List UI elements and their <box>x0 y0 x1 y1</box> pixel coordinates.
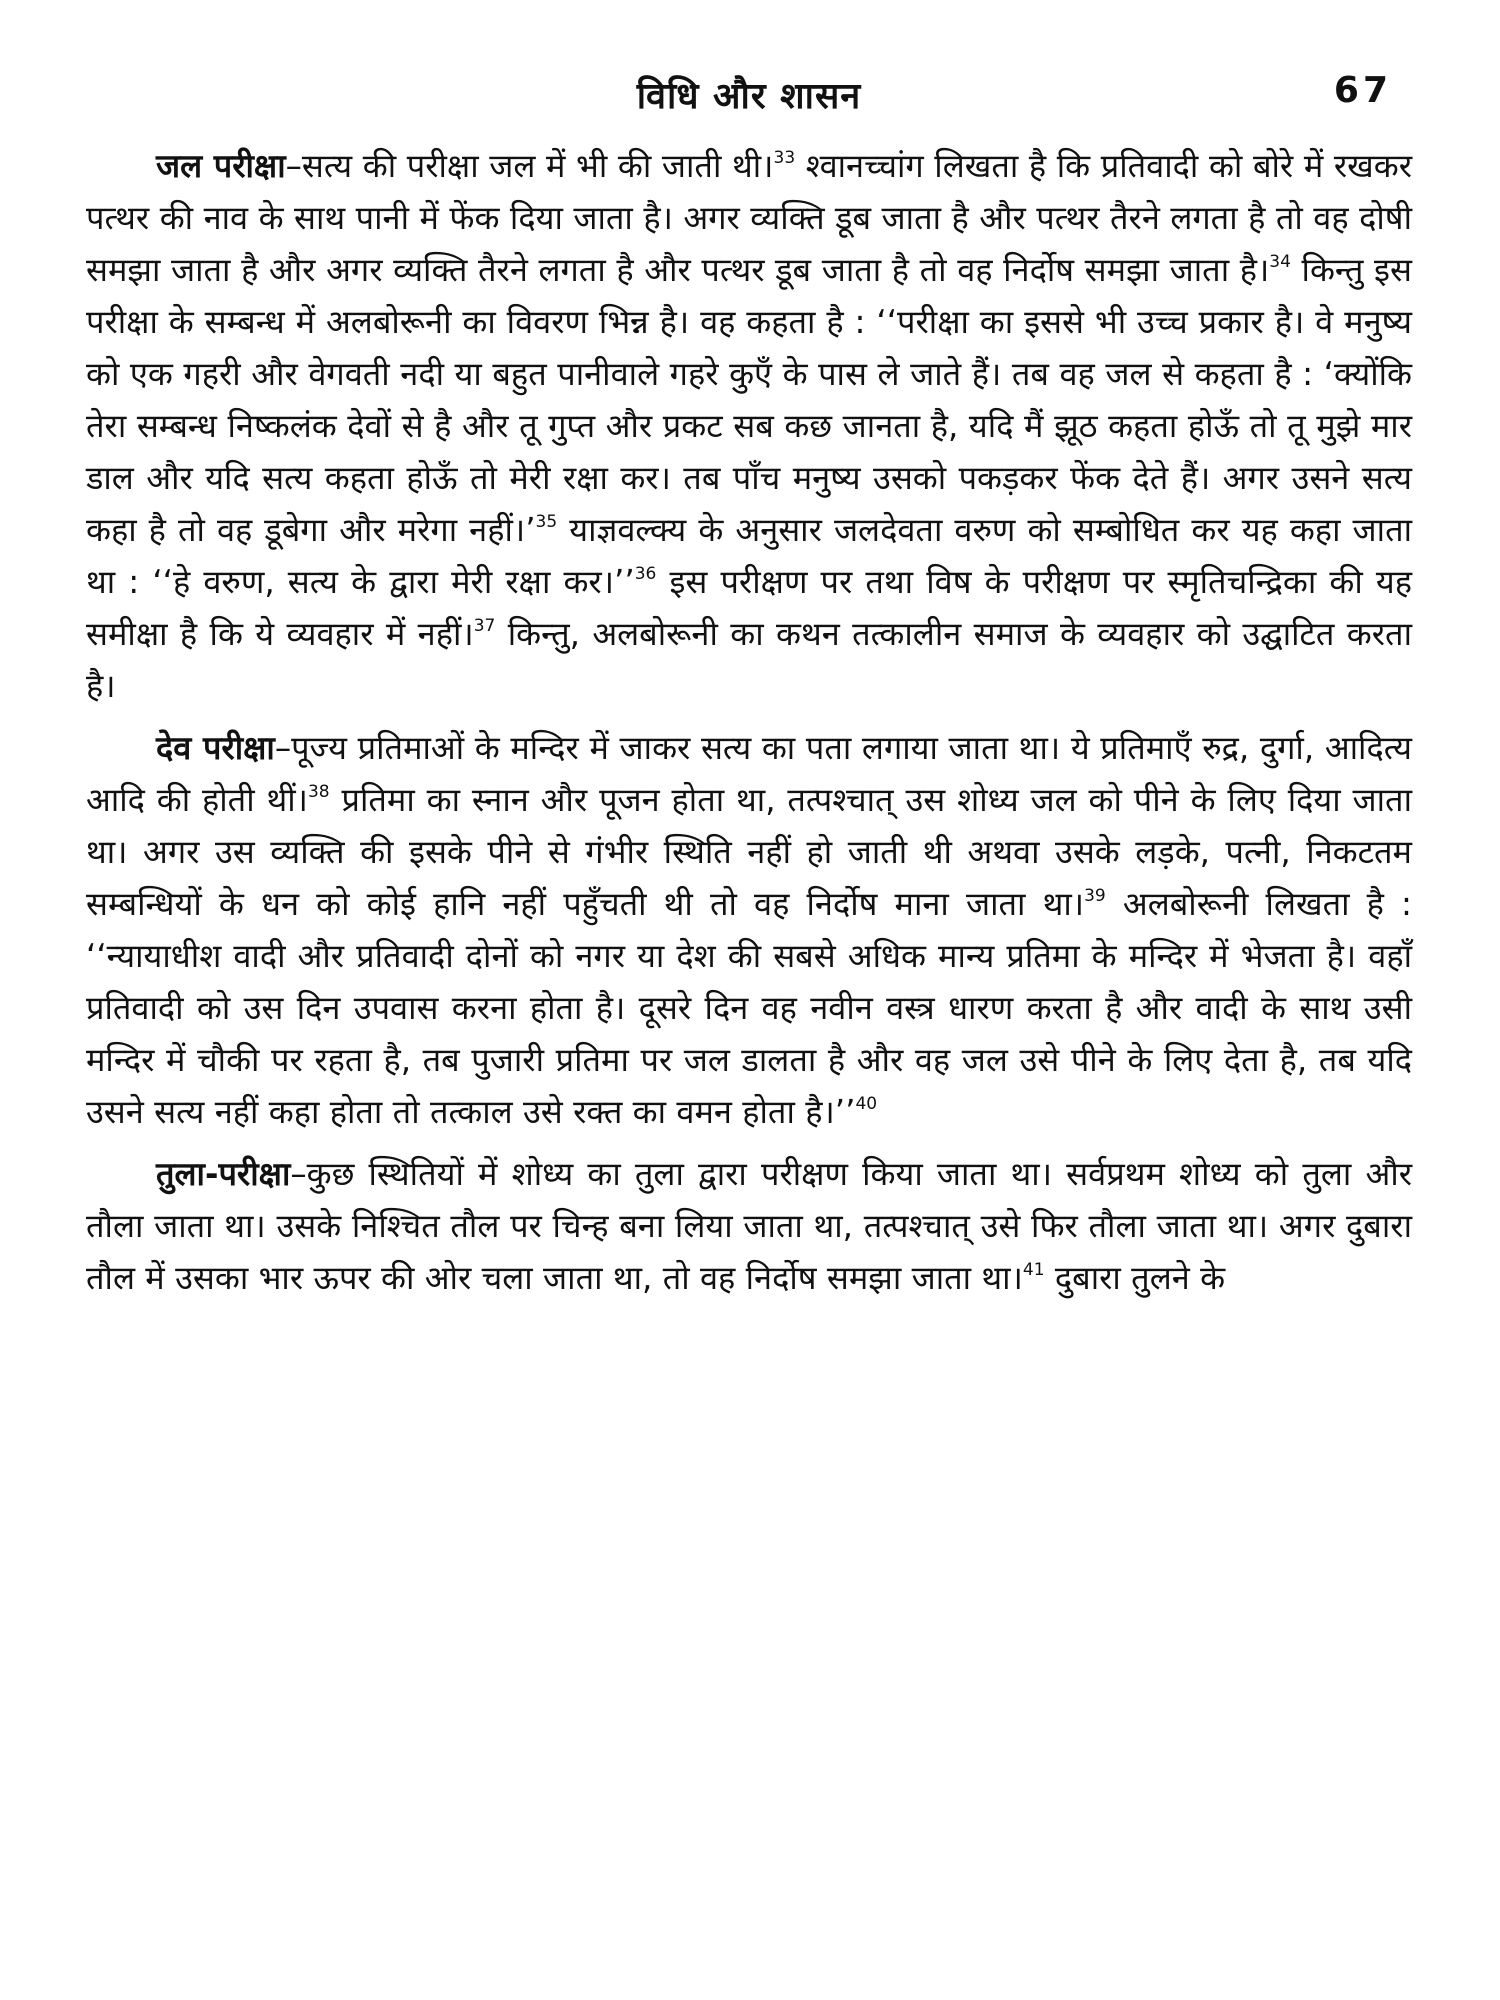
footnote-ref: 35 <box>535 512 558 532</box>
body-text: श्वानच्चांग लिखता है कि प्रतिवादी को बोरे में रखकर पत्थर की नाव के साथ पानी में फेंक दिया जाता है। अगर व्यक्ति डूब जाता है और पत्थर तैरने लगता है तो वह दोषी समझा जाता है और अगर व्यक्ति तैरने लगता है और पत्थर डूब जाता है तो वह निर्दोष समझा जाता है। <box>86 147 1412 289</box>
body-text: दुबारा तुलने के <box>1044 1259 1226 1297</box>
footnote-ref: 39 <box>1084 886 1106 906</box>
body-text: –सत्य की परीक्षा जल में भी की जाती थी। <box>285 147 774 185</box>
footnote-ref: 34 <box>1269 252 1291 272</box>
footnote-ref: 36 <box>634 564 657 584</box>
footnote-ref: 33 <box>773 148 796 168</box>
paragraph-tula-pariksha <box>86 1148 1412 1304</box>
section-heading: तुला-परीक्षा <box>156 1155 291 1193</box>
running-header <box>86 70 1412 140</box>
chapter-title: विधि और शासन <box>636 76 862 117</box>
section-heading: जल परीक्षा <box>156 147 286 185</box>
body-text: अलबोरूनी लिखता है : ‘‘न्यायाधीश वादी और प्रतिवादी दोनों को नगर या देश की सबसे अधिक मान्य प्रतिमा के मन्दिर में भेजता है। वहाँ प्रतिवादी को उस दिन उपवास करना होता है। दूसरे दिन वह नवीन वस्त्र धारण करता है और वादी के साथ उसी मन्दिर में चौकी पर रहता है, तब पुजारी प्रतिमा पर जल डालता है और वह जल उसे पीने के लिए देता है, तब यदि उसने सत्य नहीं कहा होता तो तत्काल उसे रक्त का वमन होता है।’’ <box>86 885 1413 1131</box>
body-text: किन्तु, अलबोरूनी का कथन तत्कालीन समाज के व्यवहार को उद्घाटित करता है। <box>86 615 1412 705</box>
footnote-ref: 41 <box>1022 1260 1045 1280</box>
body-text: याज्ञवल्क्य के अनुसार जलदेवता वरुण को सम्बोधित कर यह कहा जाता था : ‘‘हे वरुण, सत्य के द्वारा मेरी रक्षा कर।’’ <box>86 511 1413 601</box>
paragraph-dev-pariksha <box>86 722 1412 1138</box>
footnote-ref: 40 <box>855 1094 878 1114</box>
body-text: इस परीक्षण पर तथा विष के परीक्षण पर स्मृतिचन्द्रिका की यह समीक्षा है कि ये व्यवहार में नहीं। <box>86 563 1412 653</box>
section-heading: देव परीक्षा <box>156 729 275 767</box>
body-text: –कुछ स्थितियों में शोध्य का तुला द्वारा परीक्षण किया जाता था। सर्वप्रथम शोध्य को तुला और तौला जाता था। उसके निश्चित तौल पर चिन्ह बना लिया जाता था, तत्पश्चात् उसे फिर तौला जाता था। अगर दुबारा तौल में उसका भार ऊपर की ओर चला जाता था, तो वह निर्दोष समझा जाता था। <box>86 1155 1412 1297</box>
body-text: किन्तु इस परीक्षा के सम्बन्ध में अलबोरूनी का विवरण भिन्न है। वह कहता है : ‘‘परीक्षा का इससे भी उच्च प्रकार है। वे मनुष्य को एक गहरी और वेगवती नदी या बहुत पानीवाले गहरे कुएँ के पास ले जाते हैं। तब वह जल से कहता है : ‘क्योंकि तेरा सम्बन्ध निष्कलंक देवों से है और तू गुप्त और प्रकट सब कछ जानता है, यदि मैं झूठ कहता होऊँ तो तू मुझे मार डाल और यदि सत्य कहता होऊँ तो मेरी रक्षा कर। तब पाँच मनुष्य उसको पकड़कर फेंक देते हैं। अगर उसने सत्य कहा है तो वह डूबेगा और मरेगा नहीं।’ <box>86 251 1412 549</box>
footnote-ref: 37 <box>473 616 496 636</box>
footnote-ref: 38 <box>307 782 330 802</box>
body-text: –पूज्य प्रतिमाओं के मन्दिर में जाकर सत्य का पता लगाया जाता था। ये प्रतिमाएँ रुद्र, दुर्गा, आदित्य आदि की होती थीं। <box>86 729 1412 819</box>
body-text: प्रतिमा का स्नान और पूजन होता था, तत्पश्चात् उस शोध्य जल को पीने के लिए दिया जाता था। अगर उस व्यक्ति की इसके पीने से गंभीर स्थिति नहीं हो जाती थी अथवा उसके लड़के, पत्नी, निकटतम सम्बन्धियों के धन को कोई हानि नहीं पहुँचती थी तो वह निर्दोष माना जाता था। <box>86 781 1412 923</box>
paragraph-jal-pariksha <box>86 140 1412 712</box>
page-number: 67 <box>1333 70 1392 111</box>
